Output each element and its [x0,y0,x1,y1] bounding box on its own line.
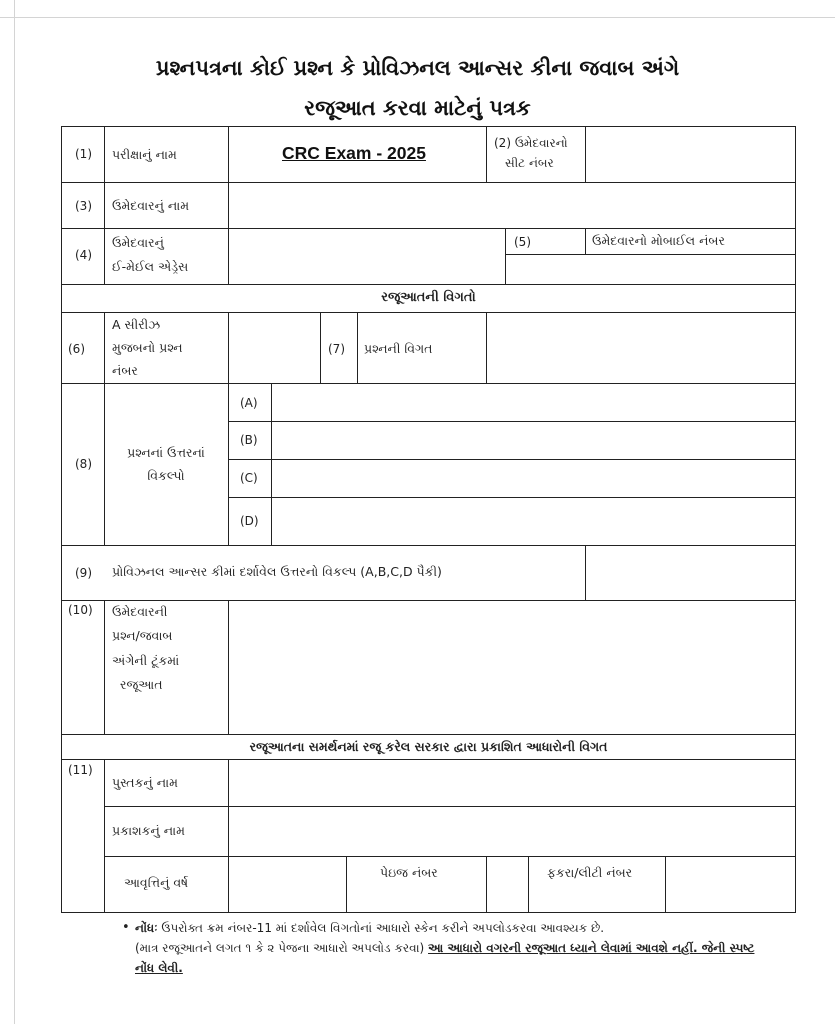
col-divider [228,759,229,913]
mobile-field[interactable] [507,256,794,283]
representation-label-2: પ્રશ્ન/જવાબ [112,628,173,643]
row-divider [61,759,796,760]
option-c-field[interactable] [273,461,794,496]
row-divider [104,806,796,807]
options-label-2: વિકલ્પો [147,468,185,483]
answer-key-option-field[interactable] [587,547,794,599]
email-label-1: ઉમેદવારનું [112,235,164,250]
question-detail-label: પ્રશ્નની વિગત [364,341,433,356]
paragraph-line-field[interactable] [667,858,794,912]
note-emphasis: આ આધારો વગરની રજૂઆત ધ્યાને લેવામાં આવશે નહીં. જેની સ્પષ્ટ નોંધ લેવી. [135,941,755,975]
question-number-label-1: A સીરીઝ [112,317,161,332]
page-number-label: પેઇજ નંબર [380,865,438,880]
row-number: (5) [514,235,531,249]
col-divider [271,383,272,545]
col-divider [104,759,105,913]
seat-number-field[interactable] [587,128,794,181]
note-line1: ઉપરોક્ત ક્રમ નંબર-11 માં દર્શાવેલ વિગતોનાં આધારો સ્કેન કરીને અપલોડકરવા આવશ્યક છે. [161,921,605,935]
row-number: (3) [75,199,92,213]
row-number: (1) [75,147,92,161]
col-divider [104,126,105,284]
answer-key-option-label: પ્રોવિઝનલ આન્સર કીમાં દર્શાવેલ ઉત્તરનો વિકલ્પ (A,B,C,D પૈકી) [112,564,442,579]
representation-label-3: અંગેની ટૂંકમાં [112,653,180,668]
note-line2: (માત્ર રજૂઆતને લગત ૧ કે ૨ પેજના આધારો અપલોડ કરવા) [135,941,425,955]
form-title-line1: પ્રશ્નપત્રના કોઈ પ્રશ્ન કે પ્રોવિઝનલ આન્સર કીના જવાબ અંગે [155,56,680,80]
row-divider [228,421,796,422]
row-divider [228,497,796,498]
row-number: (4) [75,248,92,262]
candidate-name-field[interactable] [230,184,794,227]
representation-label-1: ઉમેદવારની [112,604,168,619]
publisher-name-field[interactable] [230,808,794,855]
col-divider [104,312,105,545]
col-divider [585,126,586,182]
col-divider [228,383,229,545]
row-number: (7) [328,342,345,356]
col-divider [228,600,229,734]
row-divider [61,284,796,285]
option-d-field[interactable] [273,499,794,544]
col-divider [104,600,105,734]
row-divider [61,228,796,229]
row-divider [61,734,796,735]
row-number-2: (2) [494,136,511,150]
page-number-field[interactable] [488,858,527,912]
representation-label-4: રજૂઆત [120,677,163,692]
exam-name-value: CRC Exam - 2025 [282,143,426,163]
book-name-label: પુસ્તકનું નામ [112,775,178,790]
option-b-label: (B) [240,433,258,447]
col-divider [528,856,529,913]
option-d-label: (D) [240,514,259,528]
edition-year-field[interactable] [230,858,345,912]
row-divider [104,856,796,857]
form-title-line2: રજૂઆત કરવા માટેનું પત્રક [304,96,531,120]
row-divider [228,459,796,460]
row-divider [61,600,796,601]
col-divider [357,312,358,383]
publisher-name-label: પ્રકાશકનું નામ [112,823,185,838]
row-divider [505,254,796,255]
row-number: (6) [68,342,85,356]
question-number-field[interactable] [230,314,319,382]
row-number: (8) [75,457,92,471]
edition-year-label: આવૃત્તિનું વર્ષ [124,875,189,890]
row-number: (10) [68,603,93,617]
option-a-field[interactable] [273,385,794,420]
note-text [135,918,775,978]
col-divider [228,312,229,383]
mobile-label: ઉમેદવારનો મોબાઈલ નંબર [592,233,725,248]
seat-number-label-1: ઉમેદવારનો [514,136,568,150]
question-number-label-2: મુજબનો પ્રશ્ન [112,340,183,355]
section-heading: રજૂઆતની વિગતો [381,290,476,305]
col-divider [486,856,487,913]
col-divider [585,545,586,600]
section-heading: રજૂઆતના સમર્થનમાં રજૂ કરેલ સરકાર દ્વારા પ્રકાશિત આધારોની વિગત [249,739,608,754]
row-divider [61,312,796,313]
col-divider [228,126,229,284]
col-divider [346,856,347,913]
note-bullet: • [122,920,130,935]
col-divider [505,228,506,284]
col-divider [585,228,586,254]
row-divider [61,182,796,183]
page-edge-top [0,17,835,18]
option-a-label: (A) [240,396,258,410]
row-divider [61,545,796,546]
option-b-field[interactable] [273,423,794,458]
candidate-name-label: ઉમેદવારનું નામ [112,198,190,213]
email-label-2: ઈ-મેઈલ એડ્રેસ [112,259,189,274]
col-divider [486,312,487,383]
seat-number-label-2: સીટ નંબર [505,156,554,170]
row-number: (9) [75,566,92,580]
book-name-field[interactable] [230,761,794,805]
option-c-label: (C) [240,471,258,485]
row-number: (11) [68,763,93,777]
row-number [494,133,568,153]
question-number-label-3: નંબર [112,363,138,378]
email-field[interactable] [230,230,504,283]
row-divider [61,383,796,384]
options-label-1: પ્રશ્નનાં ઉત્તરનાં [127,445,205,460]
page-edge-left [14,0,15,1024]
representation-field[interactable] [230,602,794,733]
question-detail-field[interactable] [488,314,794,382]
col-divider [320,312,321,383]
note-label: નોંધઃ [135,921,158,935]
exam-name-label: પરીક્ષાનું નામ [112,147,177,162]
paragraph-line-label: ફકરા/લીટી નંબર [547,865,633,880]
col-divider [486,126,487,182]
col-divider [665,856,666,913]
